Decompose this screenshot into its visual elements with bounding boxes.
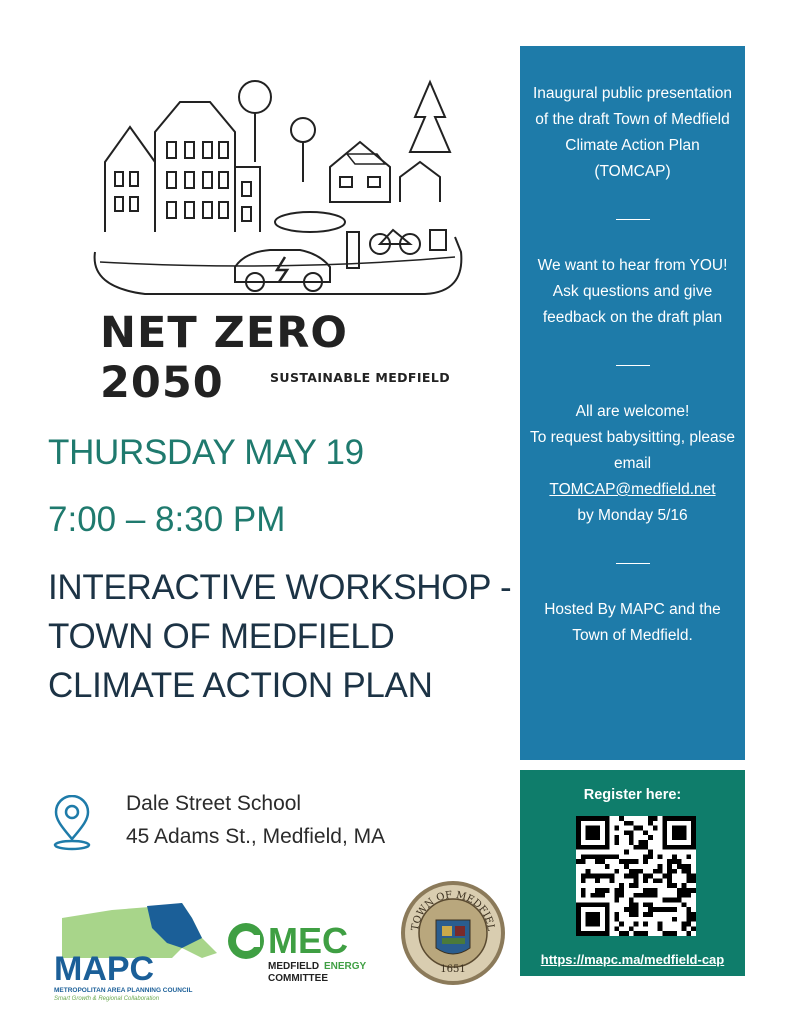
- babysitting-line: To request babysitting, please email: [529, 429, 736, 472]
- map-pin-icon: [50, 795, 94, 851]
- mec-energy: ENERGY: [324, 961, 367, 972]
- register-box: [520, 770, 745, 976]
- welcome-text: [528, 399, 737, 529]
- divider: [616, 219, 650, 220]
- hero-subtitle: SUSTAINABLE MEDFIELD: [270, 370, 450, 385]
- town-seal: [398, 878, 508, 988]
- register-label: Register here:: [583, 787, 682, 803]
- welcome-line: All are welcome!: [575, 403, 690, 420]
- register-link[interactable]: https://mapc.ma/medfield-cap: [540, 952, 725, 967]
- location-address: 45 Adams St., Medfield, MA: [126, 825, 386, 848]
- event-title: INTERACTIVE WORKSHOP - TOWN OF MEDFIELD CLIMATE ACTION PLAN: [48, 568, 512, 705]
- hero-title: NET ZERO 2050: [100, 308, 348, 408]
- info-sidebar: [520, 46, 745, 760]
- mapc-full-name: METROPOLITAN AREA PLANNING COUNCIL: [54, 987, 193, 994]
- divider: [616, 563, 650, 564]
- mec-committee: COMMITTEE: [268, 973, 328, 984]
- mapc-logo: [52, 898, 222, 1002]
- email-link[interactable]: TOMCAP@medfield.net: [549, 481, 716, 498]
- mec-logo: [226, 915, 386, 987]
- qr-code[interactable]: [576, 816, 696, 936]
- mapc-tagline: Smart Growth & Regional Collaboration: [54, 996, 160, 1002]
- feedback-text: We want to hear from YOU! Ask questions and give feedback on the draft plan: [537, 257, 728, 326]
- event-date: THURSDAY MAY 19: [48, 433, 364, 472]
- hosted-text: Hosted By MAPC and the Town of Medfield.: [544, 601, 721, 644]
- event-time: 7:00 – 8:30 PM: [48, 500, 286, 539]
- mec-medfield: MEDFIELD: [268, 961, 320, 972]
- deadline-line: by Monday 5/16: [577, 507, 688, 524]
- location-name: Dale Street School: [126, 792, 302, 815]
- intro-text: Inaugural public presentation of the draft Town of Medfield Climate Action Plan (TOMCAP): [532, 85, 733, 180]
- seal-text: TOWN OF MEDFIEL: [409, 889, 497, 932]
- seal-year: 1651: [440, 964, 466, 975]
- mec-name: MEC: [268, 920, 348, 961]
- divider: [616, 365, 650, 366]
- net-zero-illustration: [85, 72, 475, 312]
- mapc-name: MAPC: [54, 950, 155, 988]
